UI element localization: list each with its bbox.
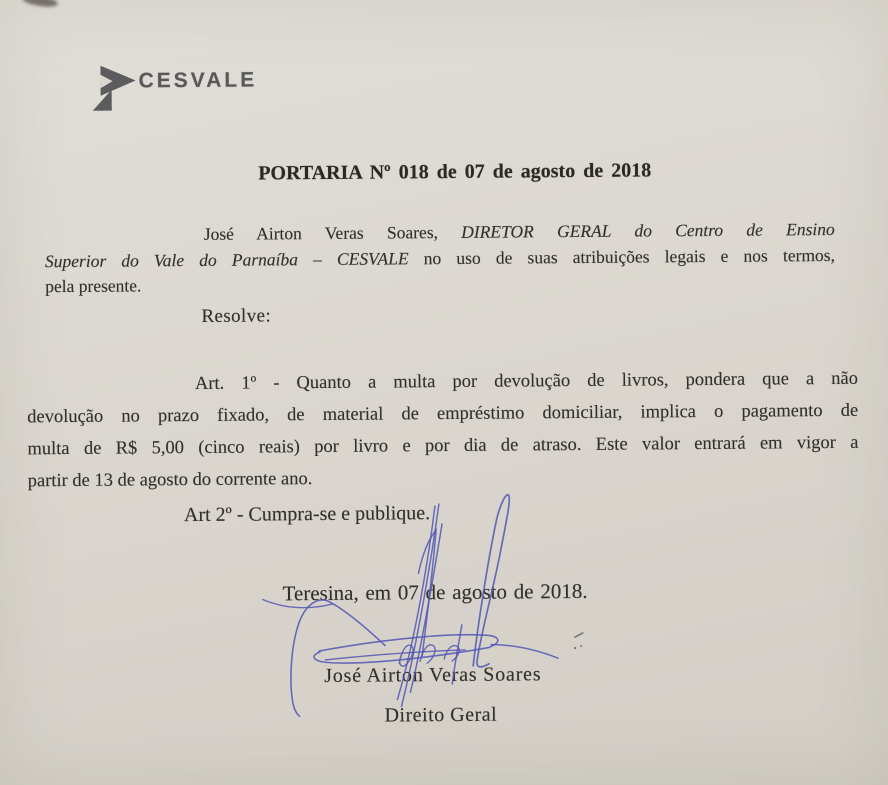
signer-role: Direito Geral	[384, 703, 498, 727]
resolve-label: Resolve:	[201, 305, 272, 327]
portaria-number: PORTARIA Nº 018	[258, 161, 429, 185]
signer-name: José Airton Veras Soares	[324, 663, 542, 687]
text-line: partir de 13 de agosto do corrente ano.	[27, 469, 313, 492]
text-line: Art. 1º - Quanto a multa por devolução de livros, pondera que a não	[194, 368, 859, 395]
text-line: multa de R$ 5,00 (cinco reais) por livro e por dia de atraso. Este valor entrará em vigor a	[27, 432, 859, 460]
article-2-paragraph: Art 2º - Cumpra-se e publique.	[183, 502, 431, 527]
article-1-paragraph	[27, 363, 859, 498]
text-line: José Airton Veras Soares, DIRETOR GERAL do Centro de Ensino	[203, 218, 835, 244]
dateline: Teresina, em 07 de agosto de 2018.	[282, 578, 588, 606]
pen-dots	[574, 633, 583, 649]
text-line: Superior do Vale do Parnaíba – CESVALE no uso de suas atribuições legais e nos termos,	[44, 244, 836, 271]
opening-paragraph	[45, 217, 836, 300]
text-line: devolução no prazo fixado, de material de empréstimo domiciliar, implica o pagamento de	[27, 400, 859, 428]
portaria-date: de 07 de agosto de 2018	[428, 159, 652, 184]
portaria-title	[258, 159, 651, 185]
cesvale-logo-icon	[89, 63, 137, 111]
text-line: pela presente.	[45, 275, 142, 297]
cesvale-logo-text: CESVALE	[138, 68, 258, 93]
